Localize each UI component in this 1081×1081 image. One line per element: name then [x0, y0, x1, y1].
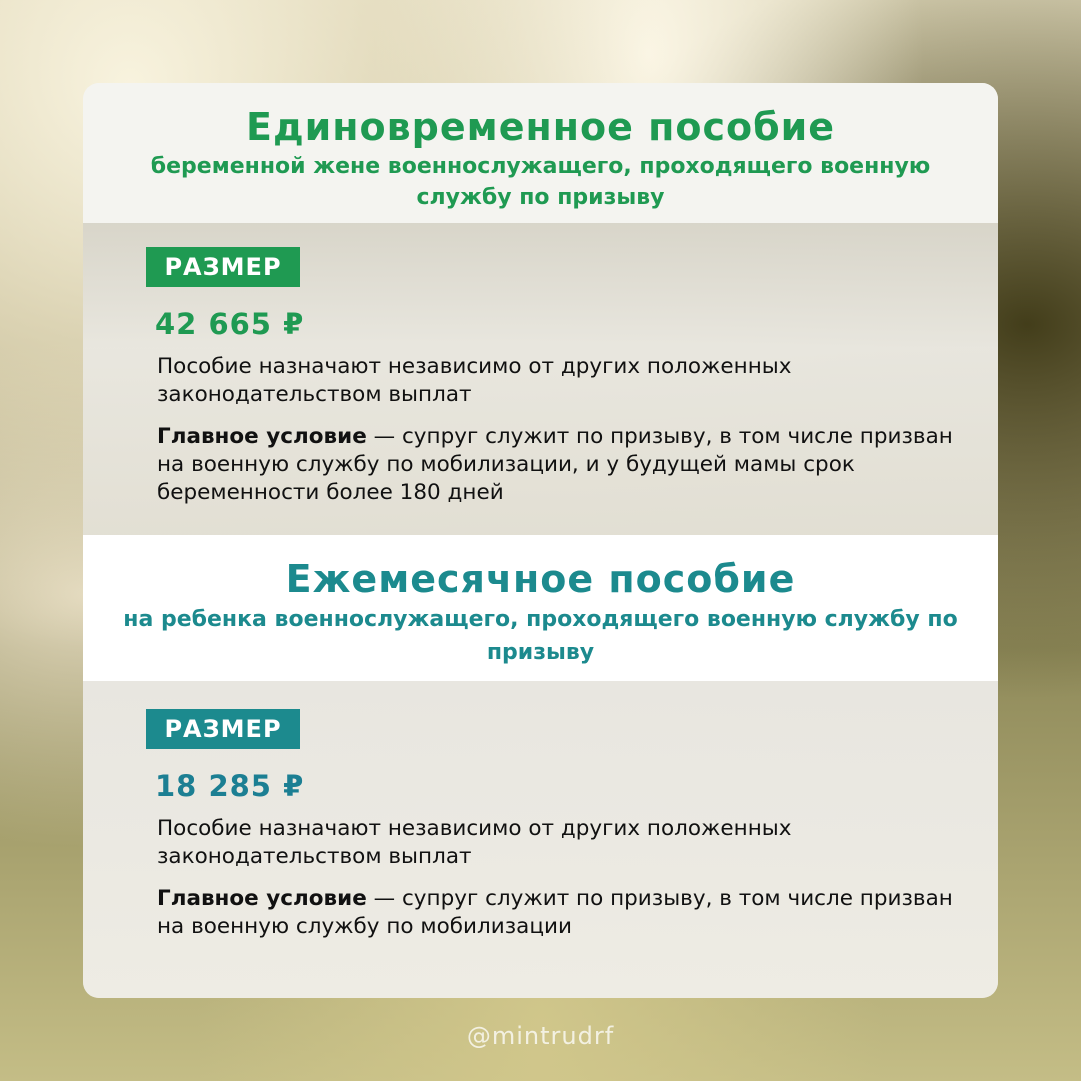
- monthly-header: [83, 535, 998, 681]
- condition-text: — супруг служит по призыву, в том числе призван на военную службу по мобилизации, и у будущей мамы срок беременности более 180 дней: [157, 424, 953, 505]
- lump-sum-condition: [157, 423, 957, 507]
- account-handle: @mintrudrf: [466, 1022, 615, 1050]
- lump-sum-header: [83, 83, 998, 223]
- condition-label: Главное условие: [157, 886, 367, 911]
- lump-sum-section: [83, 223, 998, 535]
- size-badge: РАЗМЕР: [146, 247, 300, 287]
- monthly-section: [83, 681, 998, 998]
- info-card: [83, 83, 998, 998]
- lump-sum-subtitle: беременной жене военнослужащего, проходящего военную службу по призыву: [150, 154, 931, 210]
- condition-text: — супруг служит по призыву, в том числе призван на военную службу по мобилизации: [157, 886, 953, 939]
- monthly-amount: 18 285 ₽: [155, 769, 305, 803]
- lump-sum-title: Единовременное пособие: [245, 105, 836, 149]
- monthly-condition: [157, 885, 957, 941]
- monthly-note: Пособие назначают независимо от других положенных законодательством выплат: [157, 816, 792, 869]
- lump-sum-note: Пособие назначают независимо от других положенных законодательством выплат: [157, 354, 792, 407]
- lump-sum-amount: 42 665 ₽: [155, 307, 305, 341]
- size-badge: РАЗМЕР: [146, 709, 300, 749]
- condition-label: Главное условие: [157, 424, 367, 449]
- monthly-subtitle: на ребенка военнослужащего, проходящего военную службу по призыву: [123, 607, 958, 665]
- monthly-title: Ежемесячное пособие: [285, 557, 796, 601]
